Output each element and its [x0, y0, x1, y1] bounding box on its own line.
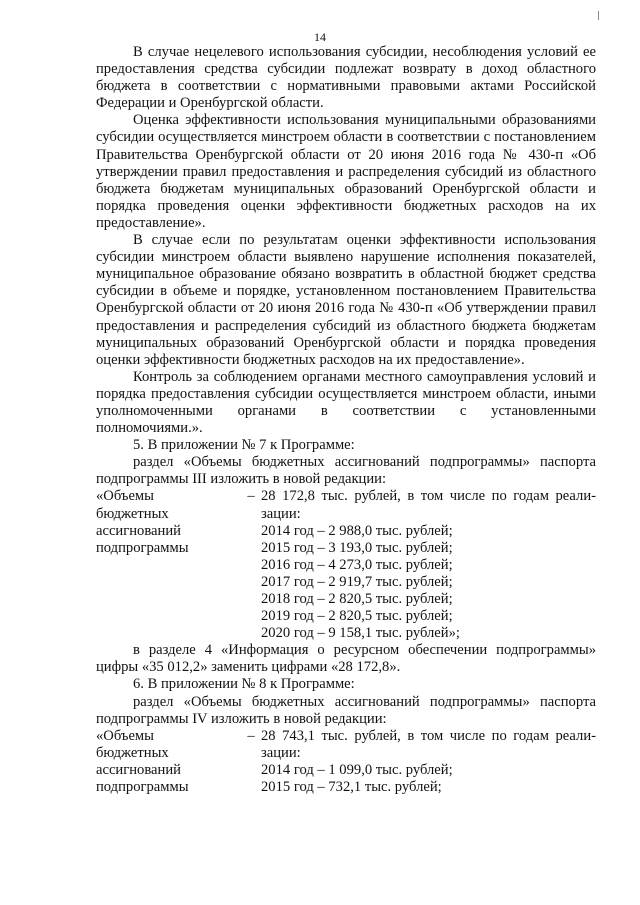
- paragraph-misuse-refund: В случае нецелевого использования субсидии, несоблюдения условий ее предоставления средства субсидии подлежат возврату в доход областного бюджета в соответствии с нормативными правовыми актами Российской Федерации и Оренбургской области.: [96, 44, 596, 112]
- passport-label-line: подпрограммы: [96, 539, 189, 556]
- passport-iv-table: [96, 728, 596, 796]
- passport-total-line: зации:: [261, 505, 301, 522]
- corner-mark: [598, 11, 599, 20]
- passport-total-line: 28 172,8 тыс. рублей, в том числе по годам реали-: [261, 488, 596, 505]
- passport-year-line: 2017 год – 2 919,7 тыс. рублей;: [261, 573, 453, 590]
- passport-year-line: 2014 год – 1 099,0 тыс. рублей;: [261, 761, 453, 778]
- passport-label-line: бюджетных: [96, 744, 169, 761]
- passport-label-line: бюджетных: [96, 505, 169, 522]
- paragraph-section-4-figures: в разделе 4 «Информация о ресурсном обеспечении подпрограммы» цифры «35 012,2» заменить цифрами «28 172,8».: [96, 642, 596, 676]
- passport-total-line: зации:: [261, 744, 301, 761]
- passport-year-line: 2015 год – 3 193,0 тыс. рублей;: [261, 539, 453, 556]
- passport-year-line: 2015 год – 732,1 тыс. рублей;: [261, 779, 442, 796]
- item-5-heading: 5. В приложении № 7 к Программе:: [133, 437, 355, 454]
- paragraph-control: Контроль за соблюдением органами местного самоуправления условий и порядка предоставления субсидии осуществляется минстроем области, иными уполномоченными органами в соответствии с установленными полномочиями.».: [96, 368, 596, 437]
- paragraph-efficiency-assessment: Оценка эффективности использования муниципальными образованиями субсидии осуществляется минстроем области в соответствии с постановлением Правительства Оренбургской области от 20 июня 2016 года № 430-п «Об утверждении правил предоставления и распределения субсидий из областного бюджета бюджетам муниципальных образований Оренбургской области и порядка проведения оценки эффективности бюджетных расходов на их предоставление».: [96, 112, 596, 231]
- passport-label-line: «Объемы: [96, 488, 154, 505]
- paragraph-passport-iv-intro: раздел «Объемы бюджетных ассигнований подпрограммы» паспорта подпрограммы IV изложить в новой редакции:: [96, 693, 596, 727]
- item-6-heading: 6. В приложении № 8 к Программе:: [133, 676, 355, 693]
- passport-year-line: 2020 год – 9 158,1 тыс. рублей»;: [261, 625, 460, 642]
- passport-iv-label: [96, 728, 241, 796]
- passport-iii-label: [96, 488, 241, 642]
- passport-year-line: 2016 год – 4 273,0 тыс. рублей;: [261, 556, 453, 573]
- passport-label-line: ассигнований: [96, 761, 181, 778]
- passport-iii-table: [96, 488, 596, 642]
- passport-label-line: «Объемы: [96, 727, 154, 744]
- passport-dash: –: [247, 488, 255, 505]
- paragraph-violation-return: В случае если по результатам оценки эффективности использования субсидии минстроем области выявлено нарушение исполнения показателей, муниципальное образование обязано возвратить в областной бюджет средства субсидии в объеме и порядке, установленном постановлением Правительства Оренбургской области от 20 июня 2016 года № 430-п «Об утверждении правил предоставления и распределения субсидий из областного бюджета бюджетам муниципальных образований Оренбургской области и порядка проведения оценки эффективности бюджетных расходов на их предоставление».: [96, 232, 596, 368]
- paragraph-passport-iii-intro: раздел «Объемы бюджетных ассигнований подпрограммы» паспорта подпрограммы III изложить в новой редакции:: [96, 454, 596, 488]
- passport-iv-values: [261, 728, 596, 796]
- page-number: 14: [314, 30, 326, 44]
- passport-year-line: 2018 год – 2 820,5 тыс. рублей;: [261, 591, 453, 607]
- passport-iii-values: [261, 488, 596, 642]
- passport-label-line: ассигнований: [96, 522, 181, 539]
- passport-year-line: 2019 год – 2 820,5 тыс. рублей;: [261, 608, 453, 625]
- document-body: [96, 44, 596, 796]
- passport-dash: –: [247, 727, 255, 744]
- passport-year-line: 2014 год – 2 988,0 тыс. рублей;: [261, 522, 453, 539]
- passport-total-line: 28 743,1 тыс. рублей, в том числе по годам реали-: [261, 727, 596, 744]
- passport-label-line: подпрограммы: [96, 779, 189, 796]
